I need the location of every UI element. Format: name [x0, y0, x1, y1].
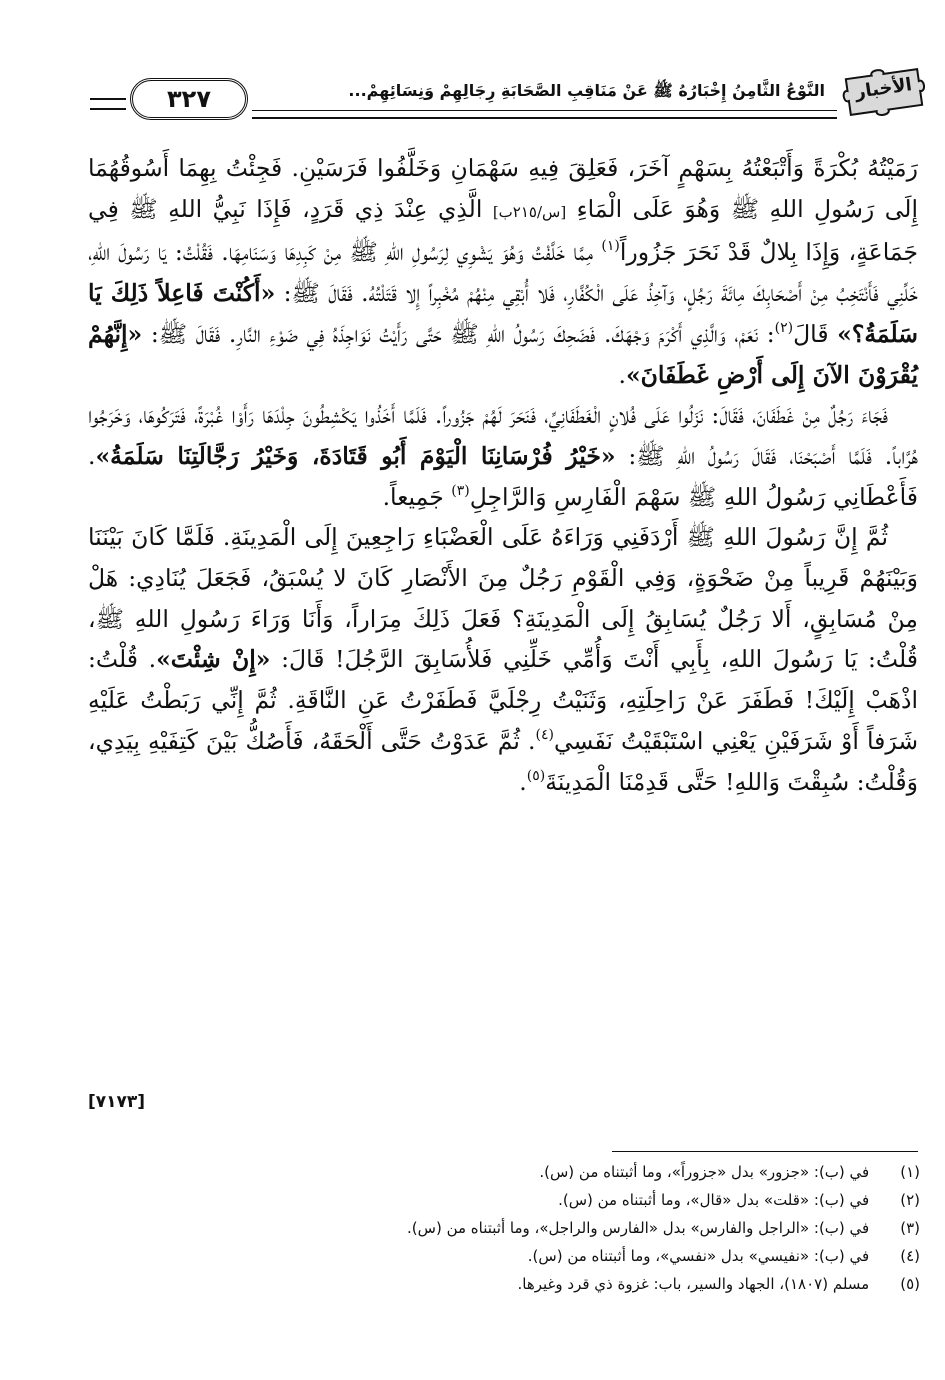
running-title: النَّوْعُ الثَّامِنُ إِخْبَارُهُ ﷺ عَنْ مَنَاقِبِ الصَّحَابَةِ رِجَالِهِمْ وَنِسَائِهِمْ... — [348, 81, 825, 100]
footnote — [240, 1214, 920, 1242]
footnote-marker: (١) — [601, 238, 620, 255]
footnote-text: في (ب): «الراجل والفارس» بدل «الفارس والراجل»، وما أثبتناه من (س). — [407, 1219, 870, 1237]
paragraph — [88, 517, 918, 802]
text-run: رَمَيْتُهُ بُكْرَةً وَأَتْبَعْتُهُ بِسَهْمٍ آخَرَ، فَعَلِقَ فِيهِ سَهْمَانِ وَخَلَّفُوا فَرَسَيْنِ. فَجِئْتُ بِهِمَا أَسُوقُهُمَا إِلَى رَسُولِ اللهِ ﷺ وَهُوَ عَلَى الْمَاءِ — [88, 154, 918, 223]
footnote-number: (٥) — [900, 1275, 920, 1293]
footnote-text: في (ب): «نفيسي» بدل «نفسي»، وما أثبتناه من (س). — [527, 1247, 870, 1265]
footnote-text: مسلم (١٨٠٧)، الجهاد والسير، باب: غزوة ذي قرد وغيرها. — [517, 1275, 870, 1293]
manuscript-reference: [س/٢١٥ب] — [492, 202, 567, 221]
footnote — [240, 1186, 920, 1214]
book-tag — [837, 60, 931, 124]
footnote-text: في (ب): «جزور» بدل «جزوراً»، وما أثبتناه من (س). — [539, 1163, 870, 1181]
prophetic-quote: «إِنْ شِئْتَ» — [156, 645, 271, 674]
text-run: فَجَاءَ رَجُلٌ مِنْ غَطَفَانَ، فَقَالَ: نَزَلُوا عَلَى فُلانٍ الْغَطَفَانِيِّ، فَنَحَرَ لَهُمْ جَزُوراً. فَلَمَّا أَخَذُوا يَكْشِطُونَ جِلْدَهَا رَأَوْا غُبْرَةً، فَتَرَكُوهَا، وَخَرَجُوا هُرَّاباً. فَلَمَّا أَصْبَحْنَا، فَقَالَ رَسُولُ اللهِ ﷺ: — [88, 401, 918, 470]
text-run: . — [618, 360, 626, 389]
footnote-number: (٢) — [900, 1191, 920, 1209]
text-run: . فَأَعْطَانِي رَسُولُ اللهِ ﷺ سَهْمَ الْفَارِسِ وَالرَّاجِلِ — [88, 441, 918, 511]
footnotes — [240, 1158, 920, 1298]
text-run: الَّذِي عِنْدَ ذِي قَرَدٍ، فَإِذَا نَبِيُّ اللهِ ﷺ فِي جَمَاعَةٍ، وَإِذَا بِلالٌ قَدْ نَحَرَ جَزُوراً — [88, 194, 918, 267]
text-run: : نَعَمْ، وَالَّذِي أَكْرَمَ وَجْهَكَ. فَضَحِكَ رَسُولُ اللهِ ﷺ حَتَّى رَأَيْتُ نَوَاجِذَهُ فِي ضَوْءِ النَّارِ. فَقَالَ ﷺ: — [142, 319, 775, 348]
hadith-text — [88, 148, 918, 802]
footnote-number: (٤) — [900, 1247, 920, 1265]
text-run: . — [519, 767, 527, 796]
hadith-number: [٧١٧٣] — [88, 1092, 146, 1112]
text-run: ثُمَّ إِنَّ رَسُولَ اللهِ ﷺ أَرْدَفَنِي وَرَاءَهُ عَلَى الْعَضْبَاءِ رَاجِعِينَ إِلَى الْمَدِينَةِ. فَلَمَّا كَانَ بَيْنَنَا وَبَيْنَهُمْ قَرِيباً مِنْ ضَحْوَةٍ، وَفِي الْقَوْمِ رَجُلٌ مِنَ الأَنْصَارِ كَانَ لا يُسْبَقُ، فَجَعَلَ يُنَادِي: هَلْ مِنْ مُسَابِقٍ، أَلا رَجُلٌ يُسَابِقُ إِلَى الْمَدِينَةِ؟ فَعَلَ ذَلِكَ مِرَاراً، وَأَنَا وَرَاءَ رَسُولِ اللهِ ﷺ، قُلْتُ: يَا رَسُولَ اللهِ، بِأَبِي أَنْتَ وَأُمِّي خَلِّنِي فَلأُسَابِقَ الرَّجُلَ! قَالَ: — [88, 523, 918, 674]
text-run: . قُلْتُ: اذْهَبْ إِلَيْكَ! فَطَفَرَ عَنْ رَاحِلَتِهِ، وَثَنَيْتُ رِجْلَيَّ فَطَفَرْتُ عَنِ النَّاقَةِ. ثُمَّ إِنِّي رَبَطْتُ عَلَيْهِ شَرَفاً أَوْ شَرَفَيْنِ يَعْنِي اسْتَبْقَيْتُ نَفَسِي — [88, 645, 919, 755]
page-header — [70, 60, 925, 130]
footnote-marker: (٣) — [451, 482, 470, 499]
footnote — [240, 1270, 920, 1298]
footnote-number: (٣) — [900, 1219, 920, 1237]
footnote-separator — [612, 1151, 918, 1152]
text-run: جَمِيعاً. — [382, 482, 452, 511]
page-number: ٣٢٧ — [130, 78, 248, 120]
footnote-number: (١) — [900, 1163, 920, 1181]
footnote-text: في (ب): «قلت» بدل «قال»، وما أثبتناه من (س). — [558, 1191, 870, 1209]
book-tag-label: الأخبار — [853, 74, 914, 103]
text-run: قَالَ — [793, 319, 838, 348]
footnote — [240, 1242, 920, 1270]
paragraph — [88, 395, 918, 517]
prophetic-quote: «أَكُنْتَ فَاعِلاً ذَلِكَ يَا سَلَمَةُ؟» — [88, 279, 918, 348]
prophetic-quote: «خَيْرُ فُرْسَانِنَا الْيَوْمَ أَبُو قَتَادَةَ، وَخَيْرُ رَجَّالَتِنَا سَلَمَةُ» — [95, 441, 616, 470]
footnote — [240, 1158, 920, 1186]
footnote-marker: (٤) — [535, 726, 554, 743]
header-rule — [252, 110, 837, 119]
header-ornament-rule — [90, 98, 126, 110]
footnote-marker: (٢) — [774, 319, 794, 336]
paragraph — [88, 148, 918, 395]
text-run: . ثُمَّ عَدَوْتُ حَتَّى أَلْحَقَهُ، فَأَصُكُّ بَيْنَ كَتِفَيْهِ بِيَدِي، وَقُلْتُ: سُبِقْتَ وَاللهِ! حَتَّى قَدِمْنَا الْمَدِينَةَ — [88, 726, 918, 796]
text-run: مِمَّا خَلَّفْتُ وَهُوَ يَشْوِي لِرَسُولِ اللهِ ﷺ مِنْ كَبِدِهَا وَسَنَامِهَا. فَقُلْتُ: يَا رَسُولَ اللهِ، خَلِّنِي فَأَنْتَخِبُ مِنْ أَصْحَابِكَ مِائَةَ رَجُلٍ، وَآخِذُ عَلَى الْكُفَّارِ، فَلا أُبْقِي مِنْهُمْ مُخْبِراً إِلا قَتَلْتُهُ. فَقَالَ ﷺ: — [88, 238, 918, 308]
prophetic-quote: «إِنَّهُمْ يُقْرَوْنَ الآنَ إِلَى أَرْضِ غَطَفَانَ» — [88, 319, 918, 389]
footnote-marker: (٥) — [526, 767, 546, 784]
